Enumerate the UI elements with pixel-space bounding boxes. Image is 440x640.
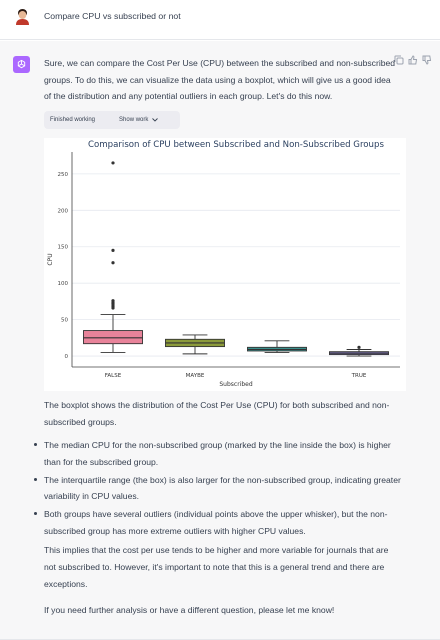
list-item-text: The interquartile range (the box) is also larger for the non-subscribed group, indicating greater variability in CPU values.	[44, 474, 401, 502]
outlier-point	[111, 261, 114, 264]
x-tick-label: TRUE	[351, 373, 367, 379]
chart-explanation: The boxplot shows the distribution of the Cost Per Use (CPU) for both subscribed and non-subscribed groups.	[44, 400, 390, 427]
closing-paragraph: If you need further analysis or have a different question, please let me know!	[44, 605, 335, 615]
finished-working-pill	[44, 111, 180, 129]
bullet-dot	[34, 478, 37, 481]
chart-title: Comparison of CPU between Subscribed and Non-Subscribed Groups	[88, 140, 384, 150]
outlier-point	[111, 299, 114, 302]
intro-paragraph: Sure, we can compare the Cost Per Use (CPU) between the subscribed and non-subscribed groups. To do this, we can visualize the data using a boxplot, which will give us a good idea of the distribution and any potential outliers in each group. Let's do this now.	[44, 58, 396, 101]
openai-logo-icon	[13, 56, 30, 73]
user-message-row	[0, 0, 440, 40]
implication-paragraph: This implies that the cost per use tends to be higher and more variable for journals that are not subscribed to. However, it's important to note that this is a general trend and there are exceptions.	[44, 545, 389, 589]
assistant-intro	[44, 55, 400, 105]
thumbs-down-icon[interactable]	[422, 55, 432, 65]
y-tick-label: 50	[61, 317, 68, 324]
outlier-point	[357, 346, 360, 349]
list-item	[34, 506, 406, 540]
y-tick-label: 150	[57, 244, 68, 251]
outlier-point	[111, 161, 114, 164]
outlier-point	[111, 249, 114, 252]
findings-list	[34, 437, 406, 541]
box-body	[83, 331, 142, 344]
boxplot-svg	[44, 138, 406, 391]
list-item	[34, 472, 406, 506]
y-tick-label: 0	[64, 354, 68, 361]
x-tick-label: MAYBE	[185, 373, 205, 379]
list-item-text: Both groups have several outliers (individual points above the upper whisker), but the non-subscribed group has more extreme outliers with higher CPU values.	[44, 509, 388, 536]
user-avatar	[14, 7, 31, 25]
y-tick-label: 200	[57, 208, 68, 215]
status-label: Finished working	[50, 117, 96, 123]
user-message-text: Compare CPU vs subscribed or not	[44, 11, 181, 21]
show-work-button[interactable]	[119, 117, 158, 123]
y-tick-label: 250	[57, 171, 68, 178]
y-tick-label: 100	[57, 281, 68, 288]
list-item-text: The median CPU for the non-subscribed group (marked by the line inside the box) is higher than for the subscribed group.	[44, 440, 391, 467]
bullet-dot	[34, 443, 37, 446]
bullet-dot	[34, 512, 37, 515]
thumbs-up-icon[interactable]	[408, 55, 418, 65]
show-work-label: Show work	[119, 117, 149, 123]
y-axis-label: CPU	[47, 253, 54, 266]
chevron-down-icon	[152, 118, 158, 122]
assistant-message-row	[0, 41, 440, 640]
x-tick-label: FALSE	[104, 373, 122, 379]
boxplot-chart	[44, 138, 406, 391]
list-item	[34, 437, 406, 471]
x-axis-label: Subscribed	[219, 381, 253, 388]
